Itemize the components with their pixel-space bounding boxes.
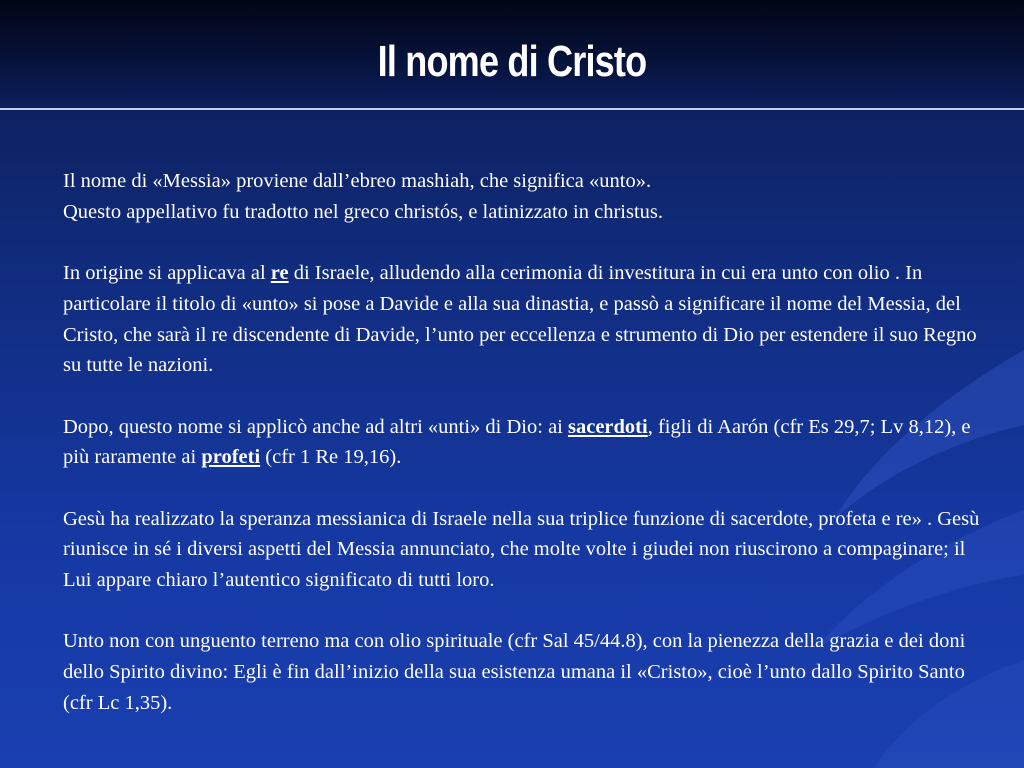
slide-title: Il nome di Cristo: [377, 37, 647, 86]
paragraph-unti: [63, 412, 998, 473]
paragraph-origine: [63, 258, 998, 381]
paragraph-messia: [63, 166, 998, 227]
paragraph-text: , figli di Aarón (cfr Es 29,7; Lv 8,12), e più raramente ai: [63, 415, 971, 469]
link-sacerdoti[interactable]: sacerdoti: [568, 415, 648, 438]
paragraph-text: In origine si applicava al: [63, 262, 271, 285]
paragraph-unto-spirito: Unto non con unguento terreno ma con olio spirituale (cfr Sal 45/44.8), con la pienezza della grazia e dei doni dello Spirito divino: Egli è fin dall’inizio della sua esistenza umana il «Cristo», cioè l’unto dallo Spirito Santo (cfr Lc 1,35).: [63, 630, 966, 714]
slide-body: [63, 166, 998, 749]
link-re[interactable]: re: [270, 262, 289, 285]
title-divider: [0, 108, 1024, 110]
link-profeti[interactable]: profeti: [201, 446, 261, 469]
paragraph-gesu: Gesù ha realizzato la speranza messianica di Israele nella sua triplice funzione di sacerdote, profeta e re» . Gesù riunisce in sé i diversi aspetti del Messia annunciato, che molte volte i giudei non riuscirono a compaginare; il Lui appare chiaro l’autentico significato di tutti loro.: [63, 507, 980, 592]
paragraph-line: Questo appellativo fu tradotto nel greco christós, e latinizzato in christus.: [63, 200, 664, 223]
paragraph-line: Il nome di «Messia» proviene dall’ebreo mashiah, che significa «unto».: [63, 170, 652, 192]
paragraph-text: Dopo, questo nome si applicò anche ad altri «unti» di Dio: ai: [63, 415, 568, 438]
paragraph-text: (cfr 1 Re 19,16).: [260, 446, 402, 469]
paragraph-text: di Israele, alludendo alla cerimonia di investitura in cui era unto con olio . In particolare il titolo di «unto» si pose a Davide e alla sua dinastia, e passò a significare il nome del Messia, del Cristo, che sarà il re discendente di Davide, l’unto per eccellenza e strumento di Dio per estendere il suo Regno su tutte le nazioni.: [63, 262, 977, 377]
